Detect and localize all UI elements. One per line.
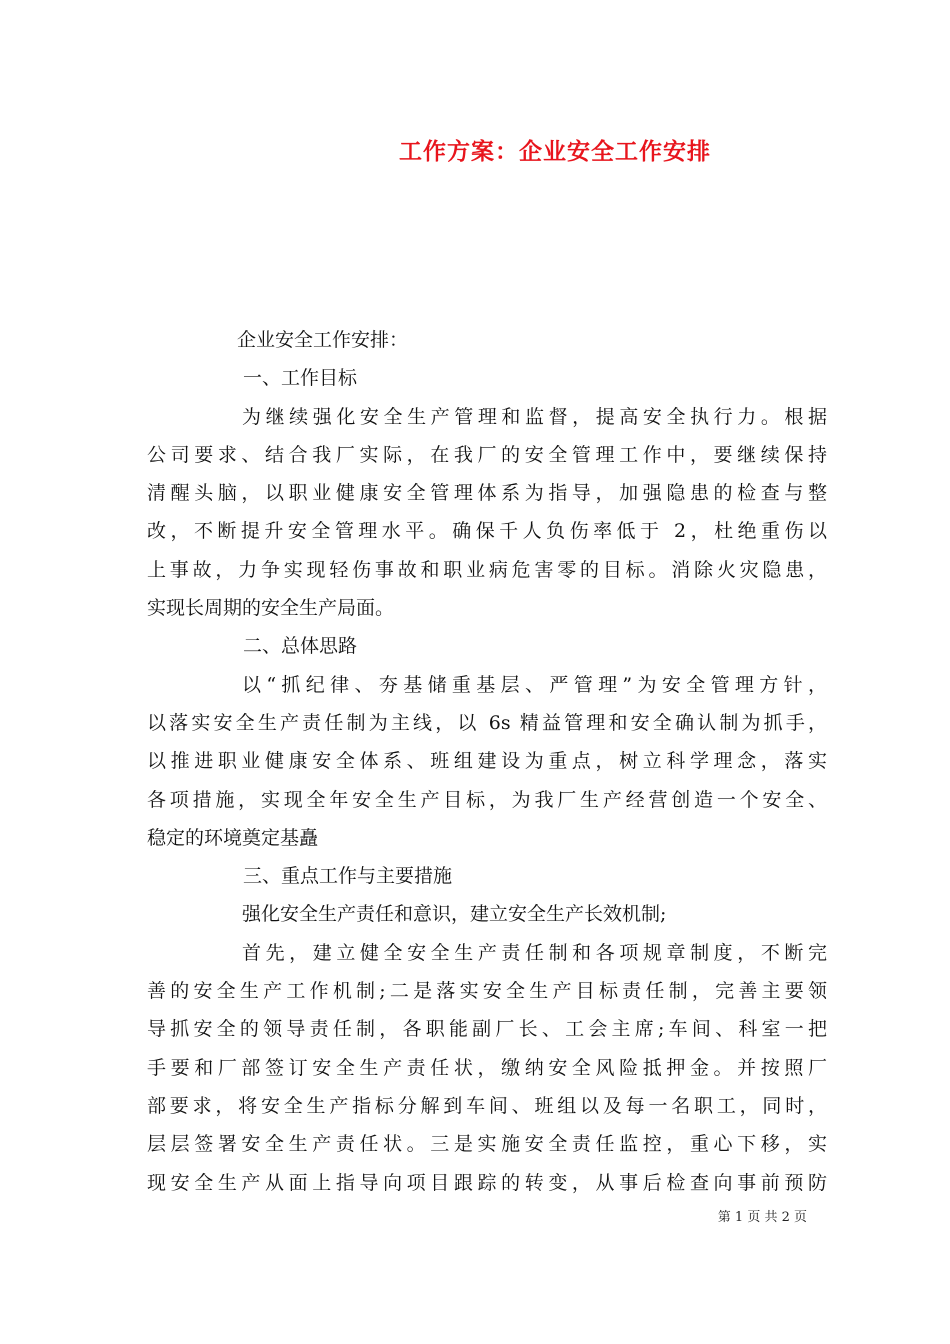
paragraph-line: 为继续强化安全生产管理和监督，提高安全执行力。根据 — [242, 405, 827, 428]
document-body — [147, 321, 827, 1202]
section-intro-heading: 企业安全工作安排： — [237, 329, 409, 351]
paragraph-line: 以“抓纪律、夯基储重基层、严管理”为安全管理方针， — [242, 673, 827, 696]
paragraph-line: 现安全生产从面上指导向项目跟踪的转变，从事后检查向事前预防 — [147, 1171, 827, 1194]
paragraph-line: 善的安全生产工作机制;二是落实安全生产目标责任制，完善主要领 — [147, 980, 827, 1003]
paragraph-line: 清醒头脑，以职业健康安全管理体系为指导，加强隐患的检查与整 — [147, 482, 827, 505]
paragraph-line: 实现长周期的安全生产局面。 — [147, 597, 395, 620]
paragraph-line: 各项措施，实现全年安全生产目标，为我厂生产经营创造一个安全、 — [147, 788, 827, 811]
page-number: 第 1 页 共 2 页 — [717, 1210, 807, 1225]
paragraph-line: 以推进职业健康安全体系、班组建设为重点，树立科学理念，落实 — [147, 750, 827, 773]
paragraph-line: 部要求，将安全生产指标分解到车间、班组以及每一名职工，同时， — [147, 1094, 827, 1117]
paragraph-line: 首先，建立健全安全生产责任制和各项规章制度，不断完 — [242, 941, 827, 964]
paragraph-line: 以落实安全生产责任制为主线，以 6s 精益管理和安全确认制为抓手， — [147, 711, 827, 734]
section-heading-approach: 二、总体思路 — [243, 635, 358, 658]
paragraph-line: 层层签署安全生产责任状。三是实施安全责任监控，重心下移，实 — [147, 1133, 827, 1156]
document-title: 工作方案：企业安全工作安排 — [399, 138, 711, 165]
section-heading-goals: 一、工作目标 — [243, 367, 358, 390]
paragraph-line: 改，不断提升安全管理水平。确保千人负伤率低于 2，杜绝重伤以 — [147, 520, 827, 543]
paragraph-line: 导抓安全的领导责任制，各职能副厂长、工会主席;车间、科室一把 — [147, 1018, 827, 1041]
paragraph-line: 手要和厂部签订安全生产责任状，缴纳安全风险抵押金。并按照厂 — [147, 1056, 827, 1079]
paragraph-line: 强化安全生产责任和意识，建立安全生产长效机制; — [242, 903, 667, 926]
section-heading-measures: 三、重点工作与主要措施 — [243, 865, 453, 888]
paragraph-line: 上事故，力争实现轻伤事故和职业病危害零的目标。消除火灾隐患， — [147, 558, 827, 581]
paragraph-line: 稳定的环境奠定基矗 — [147, 826, 319, 849]
paragraph-line: 公司要求、结合我厂实际，在我厂的安全管理工作中，要继续保持 — [147, 443, 827, 466]
